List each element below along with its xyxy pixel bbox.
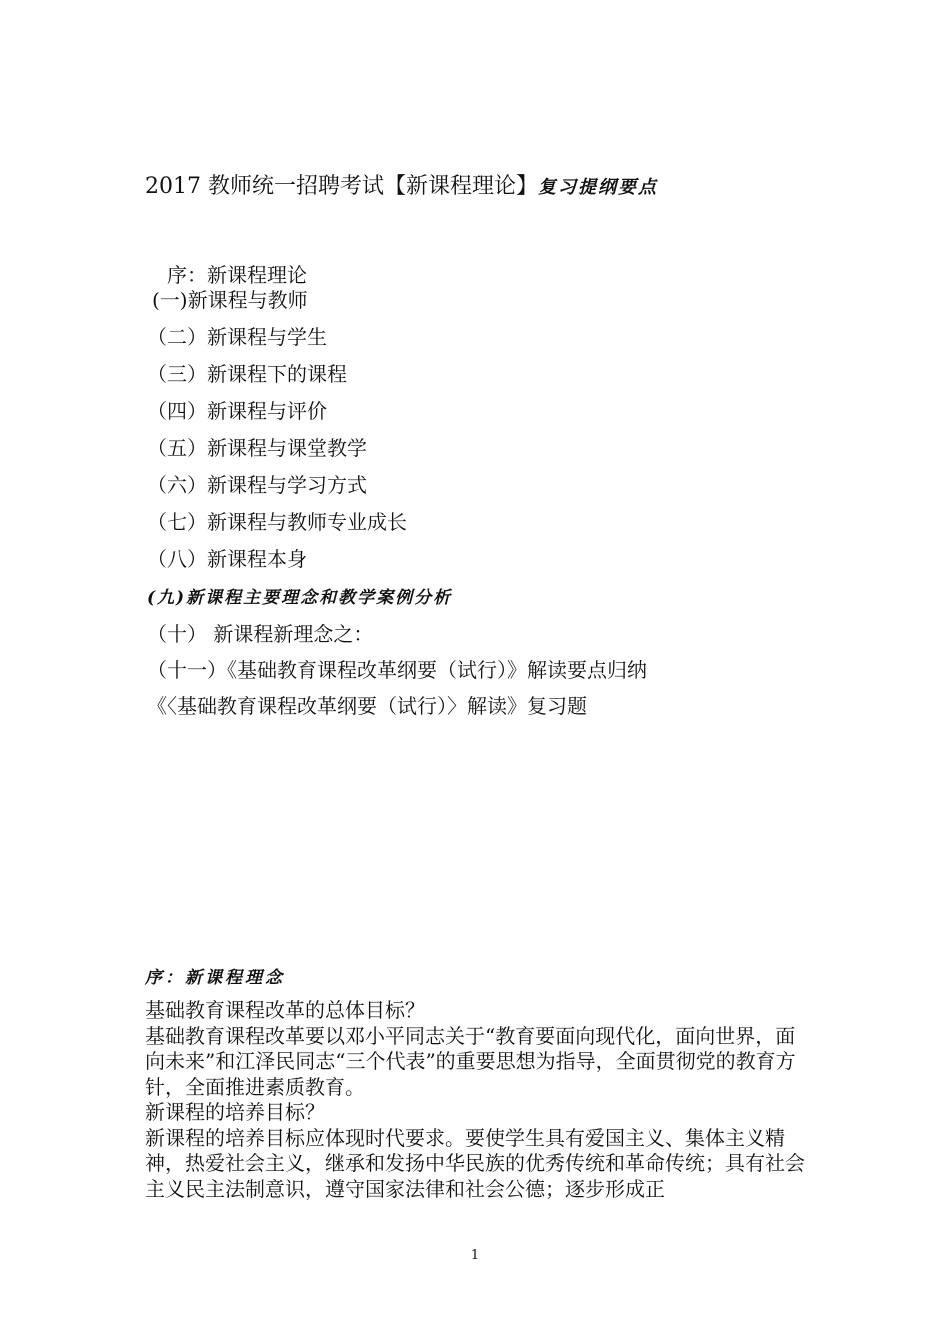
- section-heading: 序：新课程理念: [145, 968, 285, 988]
- toc-item-9: (九)新课程主要理念和教学案例分析: [147, 588, 453, 608]
- toc-item-8: （八）新课程本身: [147, 547, 307, 571]
- paragraph-question-2: 新课程的培养目标？: [145, 1100, 325, 1124]
- toc-item-6: （六）新课程与学习方式: [147, 473, 367, 497]
- paragraph-question-1: 基础教育课程改革的总体目标？: [145, 998, 425, 1022]
- paragraph-answer-1: 基础教育课程改革要以邓小平同志关于“教育要面向现代化，面向世界，面向未来”和江泽民同志“三个代表”的重要思想为指导，全面贯彻党的教育方针，全面推进素质教育。: [145, 1023, 796, 1099]
- toc-item-7: （七）新课程与教师专业成长: [147, 510, 407, 534]
- toc-item-2: （二）新课程与学生: [147, 325, 327, 349]
- toc-item-10: （十） 新课程新理念之：: [147, 622, 374, 646]
- toc-item-preface: 序：新课程理论: [167, 263, 307, 287]
- page-number: 1: [470, 1248, 480, 1263]
- toc-item-3: （三）新课程下的课程: [147, 362, 347, 386]
- toc-item-review: 《〈基础教育课程改革纲要（试行）〉解读》复习题: [147, 694, 587, 718]
- document-title: [145, 172, 658, 203]
- title-suffix: 复习提纲要点: [537, 177, 658, 198]
- body-text: [145, 998, 815, 1202]
- toc-item-4: （四）新课程与评价: [147, 399, 327, 423]
- title-main: 2017 教师统一招聘考试【新课程理论】: [145, 174, 538, 199]
- toc-item-1: (一)新课程与教师: [152, 288, 308, 312]
- toc-item-11: （十一）《基础教育课程改革纲要（试行）》解读要点归纳: [147, 658, 647, 682]
- paragraph-answer-2: 新课程的培养目标应体现时代要求。要使学生具有爱国主义、集体主义精神，热爱社会主义，继承和发扬中华民族的优秀传统和革命传统；具有社会主义民主法制意识，遵守国家法律和社会公德；逐步形成正: [145, 1125, 805, 1201]
- toc-item-5: （五）新课程与课堂教学: [147, 436, 367, 460]
